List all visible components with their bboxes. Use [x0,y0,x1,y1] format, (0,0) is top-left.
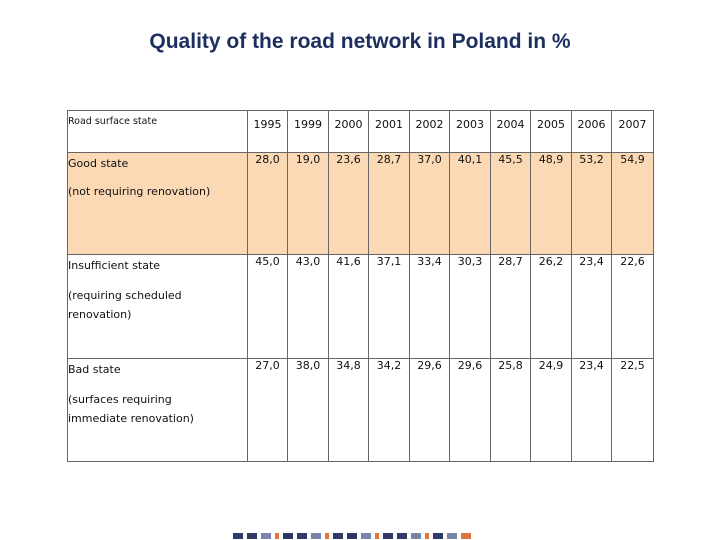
value-cell: 34,2 [369,359,410,462]
value-cell: 28,0 [248,153,288,255]
footer-block [433,533,443,539]
value-cell: 29,6 [450,359,491,462]
value-cell: 30,3 [450,255,491,359]
value-cell: 38,0 [288,359,329,462]
value-cell: 28,7 [369,153,410,255]
value-cell: 28,7 [491,255,531,359]
table-row-bad-state [68,359,654,462]
value-cell: 37,1 [369,255,410,359]
value-cell: 45,5 [491,153,531,255]
header-label: Road surface state [68,111,233,153]
page-title: Quality of the road network in Poland in % [149,30,571,53]
row-label-cell [68,153,233,255]
value-cell: 54,9 [612,153,654,255]
year-header: 2004 [491,111,531,153]
footer-block [247,533,257,539]
value-cell: 41,6 [329,255,369,359]
row-label-cell [68,359,233,462]
row-description: (surfaces requiring immediate renovation) [68,393,194,425]
footer-block [233,533,243,539]
row-name: Good state [68,157,129,170]
row-name: Bad state [68,363,121,376]
value-cell: 45,0 [248,255,288,359]
footer-block [311,533,321,539]
value-cell: 27,0 [248,359,288,462]
value-cell: 37,0 [410,153,450,255]
table-row-insufficient-state [68,255,654,359]
row-label-cell [68,255,233,359]
year-header: 2006 [572,111,612,153]
value-cell: 22,6 [612,255,654,359]
column-gap [233,359,248,462]
footer-block [397,533,407,539]
footer-block [361,533,371,539]
table-header-row [68,111,654,153]
year-header: 1995 [248,111,288,153]
row-description: (not requiring renovation) [68,185,211,198]
row-name: Insufficient state [68,259,161,272]
year-header: 2001 [369,111,410,153]
value-cell: 26,2 [531,255,572,359]
road-quality-table [67,110,654,462]
year-header: 1999 [288,111,329,153]
value-cell: 33,4 [410,255,450,359]
year-header: 2007 [612,111,654,153]
footer-block [411,533,421,539]
footer-block [283,533,293,539]
footer-block [347,533,357,539]
footer-block [325,533,329,539]
footer-block [383,533,393,539]
footer-block [425,533,429,539]
footer-decoration [233,533,471,539]
footer-block [261,533,271,539]
table-row-good-state [68,153,654,255]
value-cell: 19,0 [288,153,329,255]
value-cell: 34,8 [329,359,369,462]
value-cell: 40,1 [450,153,491,255]
year-header: 2005 [531,111,572,153]
value-cell: 43,0 [288,255,329,359]
value-cell: 24,9 [531,359,572,462]
value-cell: 25,8 [491,359,531,462]
footer-block [297,533,307,539]
row-description: (requiring scheduled renovation) [68,289,182,321]
value-cell: 23,6 [329,153,369,255]
value-cell: 23,4 [572,255,612,359]
column-gap [233,153,248,255]
value-cell: 23,4 [572,359,612,462]
footer-block [333,533,343,539]
footer-block [461,533,471,539]
footer-block [275,533,279,539]
value-cell: 22,5 [612,359,654,462]
value-cell: 53,2 [572,153,612,255]
column-gap [233,111,248,153]
column-gap [233,255,248,359]
value-cell: 29,6 [410,359,450,462]
value-cell: 48,9 [531,153,572,255]
year-header: 2003 [450,111,491,153]
footer-block [375,533,379,539]
footer-block [447,533,457,539]
year-header: 2000 [329,111,369,153]
year-header: 2002 [410,111,450,153]
